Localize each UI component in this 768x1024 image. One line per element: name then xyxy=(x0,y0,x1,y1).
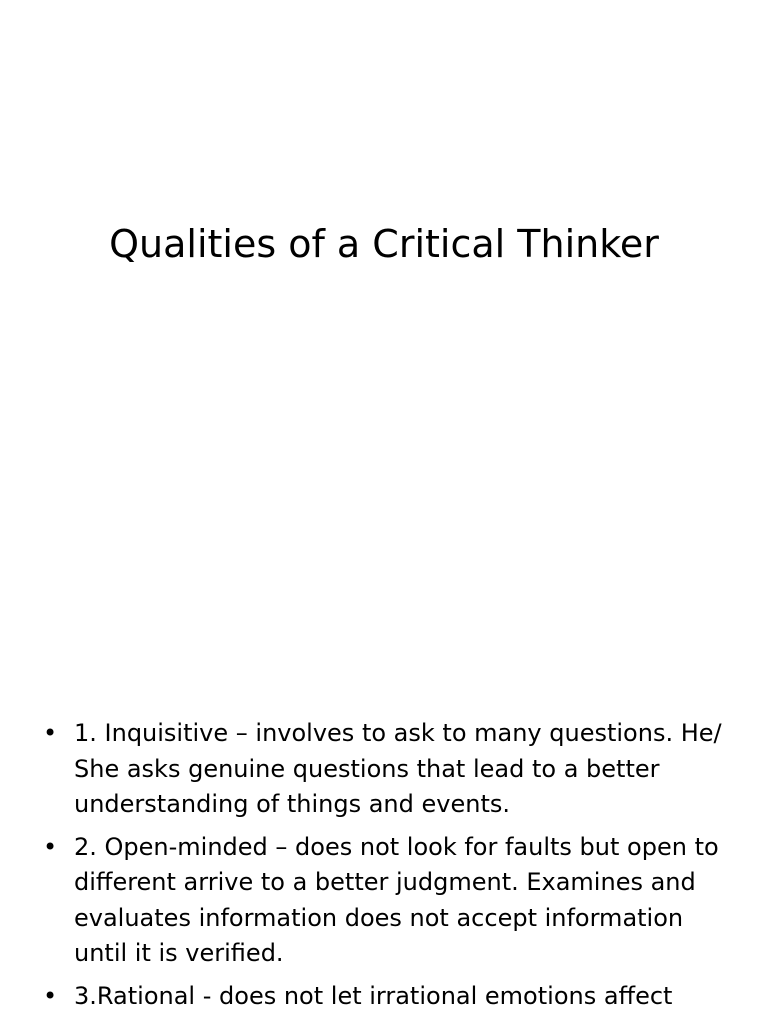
bullet-text: 1. Inquisitive – involves to ask to many questions. He/ She asks genuine questions that lead to a better understanding of things and events. xyxy=(74,719,722,818)
bullet-dot-icon: • xyxy=(43,832,58,861)
bullet-item-rational xyxy=(40,979,730,1015)
bullet-dot-icon: • xyxy=(43,719,58,747)
bullet-text: 3.Rational - does not let irrational emotions affect xyxy=(74,981,673,1010)
bullet-list xyxy=(40,716,730,1021)
bullet-text: 2. Open-minded – does not look for faults but open to different arrive to a better judgment. Examines and evaluates information does not accept information until it is verified. xyxy=(74,832,719,967)
bullet-item-inquisitive xyxy=(40,716,730,823)
bullet-item-open-minded xyxy=(40,830,730,972)
slide-title: Qualities of a Critical Thinker xyxy=(109,222,659,266)
bullet-dot-icon: • xyxy=(43,981,58,1010)
